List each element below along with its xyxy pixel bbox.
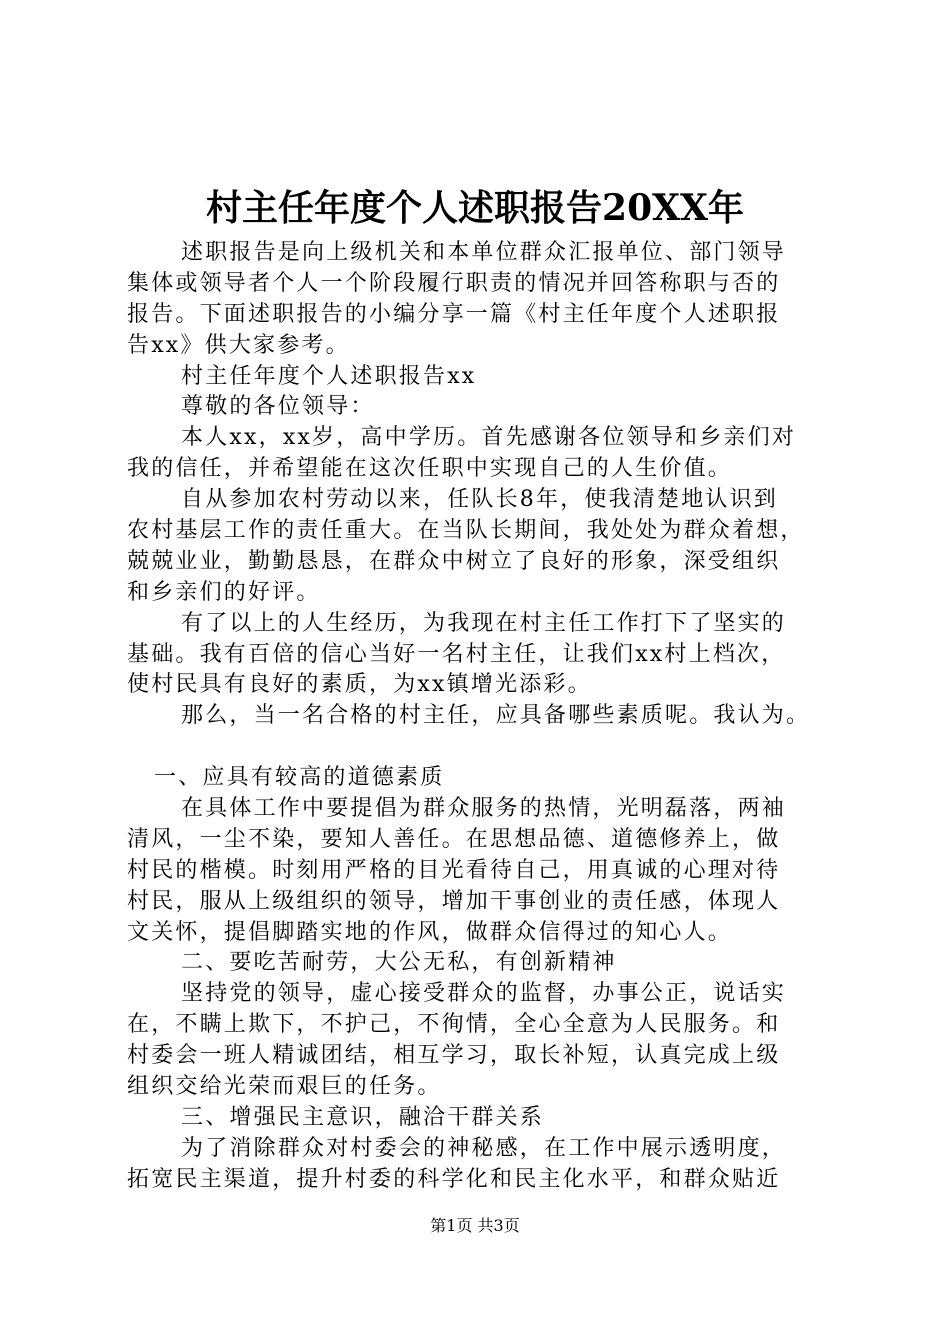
text-line: 使村民具有良好的素质，为xx镇增光添彩。: [127, 672, 592, 698]
text-line: 清风，一尘不染，要知人善任。在思想品德、道德修养上，做: [127, 826, 781, 852]
text-line: 村委会一班人精诚团结，相互学习，取长补短，认真完成上级: [127, 1043, 781, 1069]
text-line: 本人xx，xx岁，高中学历。首先感谢各位领导和乡亲们对: [181, 425, 797, 451]
text-line: 集体或领导者个人一个阶段履行职责的情况并回答称职与否的: [127, 270, 781, 296]
text-line: 那么，当一名合格的村主任，应具备哪些素质呢。我认为。: [181, 703, 811, 729]
text-line: 村主任年度个人述职报告xx: [181, 363, 477, 389]
text-line: 报告。下面述职报告的小编分享一篇《村主任年度个人述职报: [127, 301, 781, 327]
text-line: 村民，服从上级组织的领导，增加干事创业的责任感，体现人: [127, 888, 781, 914]
text-line: 基础。我有百倍的信心当好一名村主任，让我们xx村上档次，: [127, 641, 786, 667]
blank-line: [127, 732, 832, 763]
text-line: 组织交给光荣而艰巨的任务。: [127, 1074, 442, 1100]
section-heading: 二、要吃苦耐劳，大公无私，有创新精神: [181, 950, 617, 976]
text-line: 文关怀，提倡脚踏实地的作风，做群众信得过的知心人。: [127, 919, 733, 945]
text-line: 述职报告是向上级机关和本单位群众汇报单位、部门领导: [181, 240, 787, 265]
text-line: 拓宽民主渠道，提升村委的科学化和民主化水平，和群众贴近: [127, 1166, 781, 1192]
text-line: 为了消除群众对村委会的神秘感，在工作中展示透明度，: [181, 1135, 787, 1161]
text-line: 兢兢业业，勤勤恳恳，在群众中树立了良好的形象，深受组织: [127, 548, 781, 574]
section-heading: 三、增强民主意识，融洽干群关系: [181, 1104, 545, 1130]
text-line: 告xx》供大家参考。: [127, 332, 350, 358]
salutation: 尊敬的各位领导：: [181, 394, 375, 420]
text-line: 村民的楷模。时刻用严格的目光看待自己，用真诚的心理对待: [127, 857, 781, 883]
page-footer: 第1页 共3页: [430, 1216, 520, 1235]
text-line: 在具体工作中要提倡为群众服务的热情，光明磊落，两袖: [181, 796, 787, 822]
text-line: 农村基层工作的责任重大。在当队长期间，我处处为群众着想，: [127, 518, 805, 544]
document-body: [127, 238, 832, 1196]
text-line: 有了以上的人生经历，为我现在村主任工作打下了坚实的: [181, 610, 787, 636]
text-line: 自从参加农村劳动以来，任队长8年，使我清楚地认识到: [181, 487, 778, 513]
text-line: 坚持党的领导，虚心接受群众的监督，办事公正，说话实: [181, 981, 787, 1007]
text-line: 在，不瞒上欺下，不护己，不徇情，全心全意为人民服务。和: [127, 1012, 781, 1038]
section-heading: 一、应具有较高的道德素质: [154, 765, 445, 791]
document-title: 村主任年度个人述职报告20XX年: [206, 187, 744, 229]
text-line: 和乡亲们的好评。: [127, 579, 321, 605]
text-line: 我的信任，并希望能在这次任职中实现自己的人生价值。: [127, 456, 733, 482]
